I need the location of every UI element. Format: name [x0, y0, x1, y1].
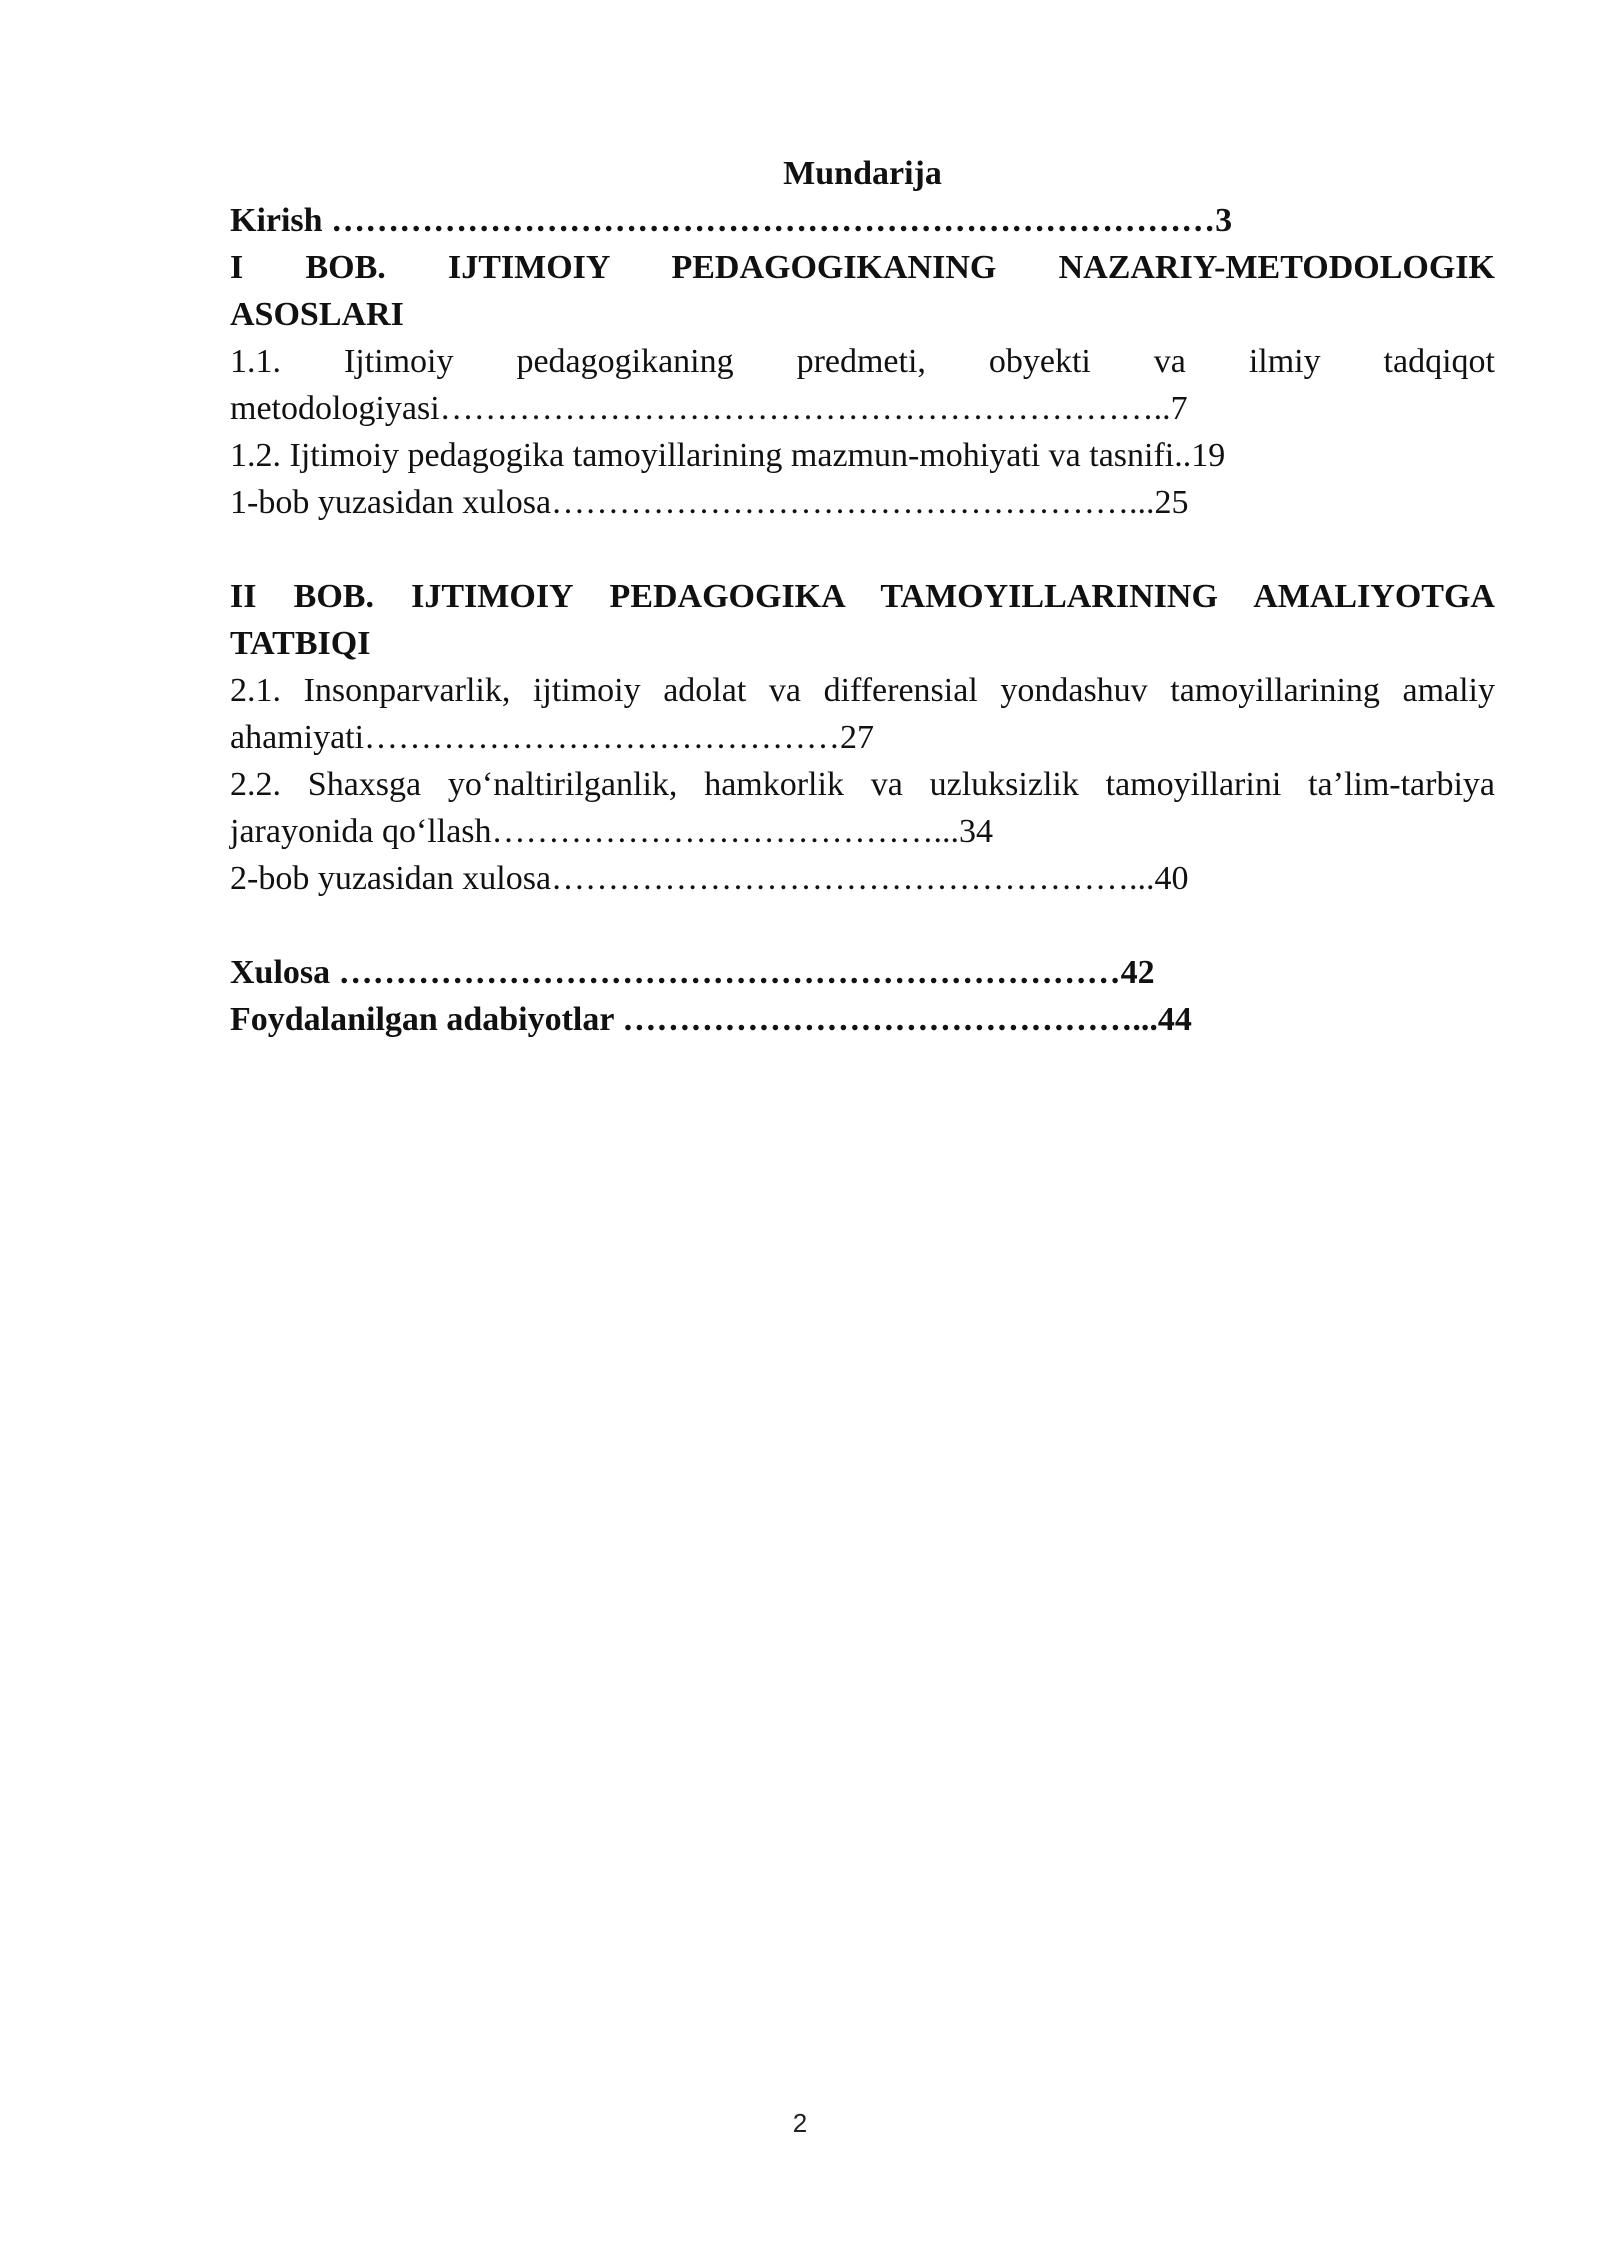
toc-entry-adabiyotlar: Foydalanilgan adabiyotlar ………………………………………...44: [230, 1001, 1192, 1038]
page-number: 2: [792, 2108, 808, 2138]
toc-entry-kirish: Kirish ……………………………………………………………………3: [230, 202, 1233, 239]
toc-entry-2-2-line-2: jarayonida qo‘llash…………………………………...34: [230, 813, 994, 850]
toc-entry-1-2: 1.2. Ijtimoiy pedagogika tamoyillarining mazmun-mohiyati va tasnifi..19: [230, 437, 1226, 474]
chapter-2-heading-line-2: TATBIQI: [230, 625, 371, 662]
table-of-contents: [230, 150, 1495, 1043]
spacer: [230, 526, 1495, 573]
chapter-1-heading-line-2: ASOSLARI: [230, 296, 404, 333]
chapter-2-heading-line-1: II BOB. IJTIMOIY PEDAGOGIKA TAMOYILLARINING AMALIYOTGA: [230, 578, 1495, 615]
toc-entry-chapter-2-conclusion: 2-bob yuzasidan xulosa……………………………………………...40: [230, 860, 1189, 897]
spacer: [230, 902, 1495, 949]
toc-entry-2-2-line-1: 2.2. Shaxsga yo‘naltirilganlik, hamkorlik va uzluksizlik tamoyillarini ta’lim-tarbiya: [230, 766, 1495, 803]
chapter-1-heading-line-1: I BOB. IJTIMOIY PEDAGOGIKANING NAZARIY-METODOLOGIK: [230, 249, 1495, 286]
toc-entry-2-1-line-1: 2.1. Insonparvarlik, ijtimoiy adolat va differensial yondashuv tamoyillarining amaliy: [230, 672, 1495, 709]
toc-entry-1-1-line-2: metodologiyasi………………………………………………………..7: [230, 390, 1188, 427]
toc-entry-chapter-1-conclusion: 1-bob yuzasidan xulosa……………………………………………...25: [230, 484, 1189, 521]
toc-entry-xulosa: Xulosa ……………………………………………………………42: [230, 954, 1155, 991]
toc-entry-2-1-line-2: ahamiyati……………………………………27: [230, 719, 875, 756]
toc-title: Mundarija: [783, 155, 942, 192]
toc-entry-1-1-line-1: 1.1. Ijtimoiy pedagogikaning predmeti, obyekti va ilmiy tadqiqot: [230, 343, 1495, 380]
